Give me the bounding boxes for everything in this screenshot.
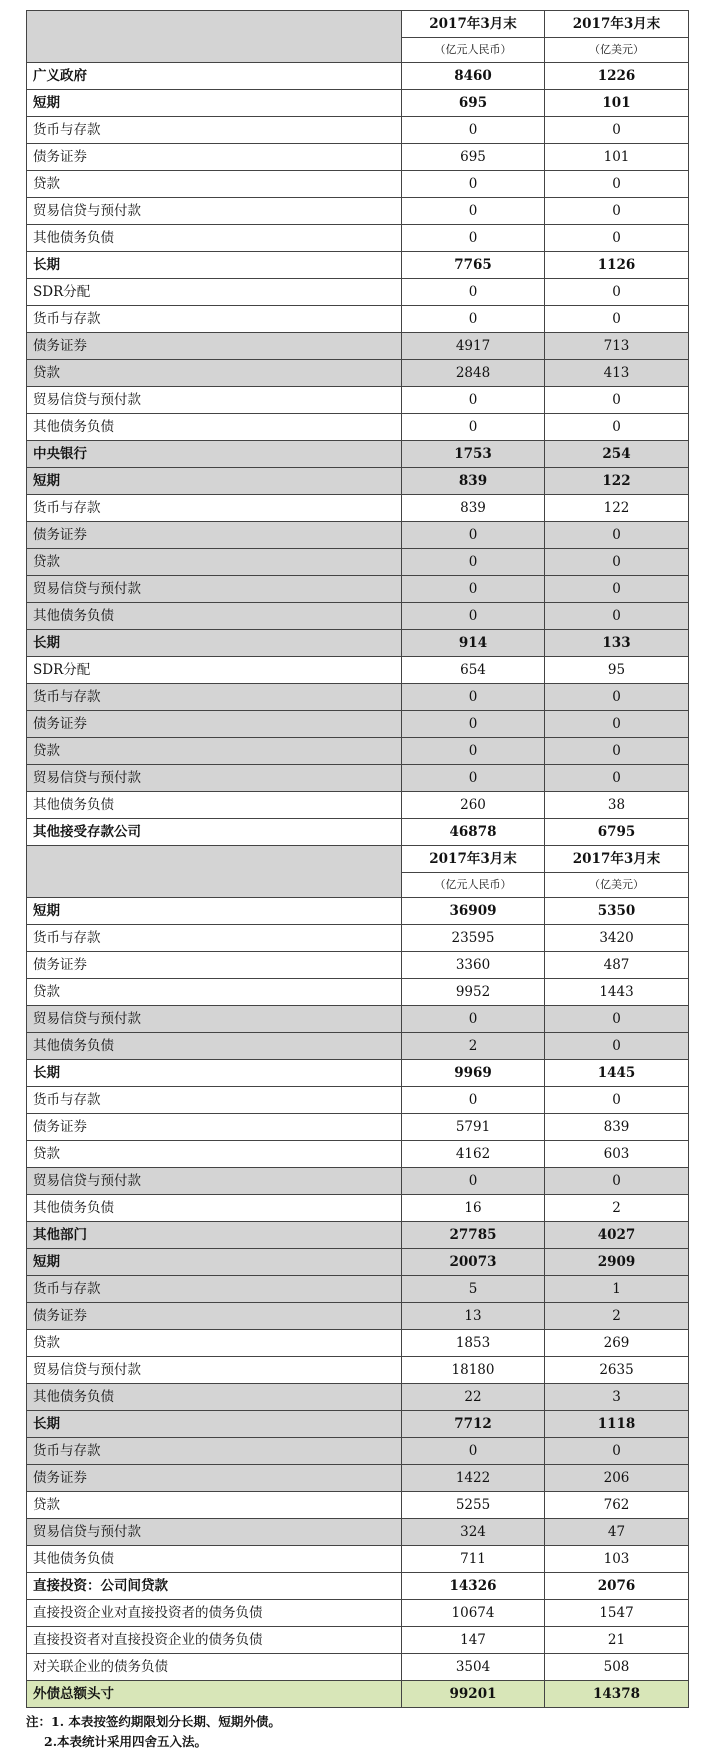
table-row [27, 414, 689, 441]
value-usd: 269 [545, 1330, 689, 1357]
value-rmb: 16 [402, 1195, 545, 1222]
value-rmb: 654 [402, 657, 545, 684]
note-line-2: 2.本表统计采用四舍五入法。 [44, 1734, 208, 1749]
value-rmb: 13 [402, 1303, 545, 1330]
value-usd: 0 [545, 1006, 689, 1033]
value-rmb: 0 [402, 1006, 545, 1033]
value-usd: 0 [545, 1438, 689, 1465]
table-row [27, 1006, 689, 1033]
row-label: 其他债务负债 [27, 1195, 402, 1222]
table-row [27, 198, 689, 225]
value-rmb: 695 [402, 144, 545, 171]
table-row [27, 1519, 689, 1546]
value-usd: 0 [545, 171, 689, 198]
value-usd: 713 [545, 333, 689, 360]
table-row [27, 1249, 689, 1276]
value-usd: 254 [545, 441, 689, 468]
value-usd: 0 [545, 279, 689, 306]
value-usd: 2 [545, 1303, 689, 1330]
table-row [27, 495, 689, 522]
value-usd: 0 [545, 549, 689, 576]
value-usd: 101 [545, 90, 689, 117]
table-row [27, 765, 689, 792]
value-rmb: 20073 [402, 1249, 545, 1276]
row-label: 债务证券 [27, 1465, 402, 1492]
value-rmb: 36909 [402, 898, 545, 925]
table-row [27, 603, 689, 630]
value-usd: 508 [545, 1654, 689, 1681]
row-label: 货币与存款 [27, 117, 402, 144]
row-label: 外债总额头寸 [27, 1681, 402, 1708]
table-row [27, 630, 689, 657]
row-label: 贷款 [27, 360, 402, 387]
row-label: 债务证券 [27, 144, 402, 171]
table-row [27, 252, 689, 279]
row-label: 货币与存款 [27, 1087, 402, 1114]
header-usd: 2017年3月末 [545, 11, 689, 38]
row-label: 广义政府 [27, 63, 402, 90]
table-row [27, 979, 689, 1006]
value-usd: 0 [545, 765, 689, 792]
row-label: 债务证券 [27, 952, 402, 979]
row-label: 直接投资企业对直接投资者的债务负债 [27, 1600, 402, 1627]
value-rmb: 7712 [402, 1411, 545, 1438]
value-usd: 47 [545, 1519, 689, 1546]
value-usd: 14378 [545, 1681, 689, 1708]
value-usd: 38 [545, 792, 689, 819]
table-row [27, 684, 689, 711]
value-rmb: 99201 [402, 1681, 545, 1708]
value-usd: 487 [545, 952, 689, 979]
row-label: 债务证券 [27, 1303, 402, 1330]
table-row [27, 1141, 689, 1168]
header-row [27, 846, 689, 873]
value-rmb: 0 [402, 738, 545, 765]
row-label: 贷款 [27, 1492, 402, 1519]
value-rmb: 2 [402, 1033, 545, 1060]
table-row [27, 1384, 689, 1411]
external-debt-table [26, 10, 689, 1708]
value-rmb: 1853 [402, 1330, 545, 1357]
row-label: 对关联企业的债务负债 [27, 1654, 402, 1681]
table-row [27, 441, 689, 468]
value-rmb: 0 [402, 117, 545, 144]
value-usd: 0 [545, 198, 689, 225]
row-label: 债务证券 [27, 1114, 402, 1141]
table-row [27, 90, 689, 117]
table-row [27, 1195, 689, 1222]
table-row [27, 1492, 689, 1519]
value-rmb: 7765 [402, 252, 545, 279]
table-row [27, 1600, 689, 1627]
row-label: 其他债务负债 [27, 603, 402, 630]
value-usd: 2076 [545, 1573, 689, 1600]
row-label: 其他债务负债 [27, 1546, 402, 1573]
table-row [27, 711, 689, 738]
value-rmb: 4917 [402, 333, 545, 360]
table-row [27, 898, 689, 925]
table-row [27, 1573, 689, 1600]
table-row [27, 225, 689, 252]
value-usd: 206 [545, 1465, 689, 1492]
value-rmb: 23595 [402, 925, 545, 952]
row-label: 长期 [27, 1060, 402, 1087]
table-row [27, 792, 689, 819]
value-rmb: 22 [402, 1384, 545, 1411]
value-usd: 0 [545, 1087, 689, 1114]
value-usd: 21 [545, 1627, 689, 1654]
row-label: 贷款 [27, 549, 402, 576]
value-usd: 95 [545, 657, 689, 684]
row-label: 货币与存款 [27, 306, 402, 333]
row-label: 债务证券 [27, 333, 402, 360]
value-rmb: 695 [402, 90, 545, 117]
row-label: 其他债务负债 [27, 1033, 402, 1060]
header-rmb: 2017年3月末 [402, 846, 545, 873]
row-label: 直接投资者对直接投资企业的债务负债 [27, 1627, 402, 1654]
row-label: 其他债务负债 [27, 414, 402, 441]
table-row [27, 360, 689, 387]
value-rmb: 0 [402, 765, 545, 792]
value-usd: 0 [545, 225, 689, 252]
value-usd: 0 [545, 117, 689, 144]
row-label: 贷款 [27, 171, 402, 198]
value-rmb: 0 [402, 306, 545, 333]
row-label: 货币与存款 [27, 495, 402, 522]
row-label: 长期 [27, 252, 402, 279]
value-rmb: 0 [402, 279, 545, 306]
unit-usd: （亿美元） [545, 38, 689, 63]
row-label: 贸易信贷与预付款 [27, 1168, 402, 1195]
row-label: 短期 [27, 468, 402, 495]
value-rmb: 5791 [402, 1114, 545, 1141]
value-rmb: 0 [402, 1087, 545, 1114]
value-rmb: 0 [402, 603, 545, 630]
table-row [27, 1114, 689, 1141]
value-usd: 1445 [545, 1060, 689, 1087]
row-label: 债务证券 [27, 522, 402, 549]
debt-table-container [26, 10, 688, 1752]
header-row [27, 11, 689, 38]
value-rmb: 14326 [402, 1573, 545, 1600]
table-row [27, 387, 689, 414]
value-usd: 0 [545, 603, 689, 630]
value-usd: 2 [545, 1195, 689, 1222]
value-rmb: 4162 [402, 1141, 545, 1168]
table-row [27, 819, 689, 846]
table-row [27, 144, 689, 171]
value-usd: 2909 [545, 1249, 689, 1276]
value-rmb: 0 [402, 225, 545, 252]
value-usd: 0 [545, 576, 689, 603]
value-usd: 1126 [545, 252, 689, 279]
unit-rmb: （亿元人民币） [402, 873, 545, 898]
row-label: 贷款 [27, 1141, 402, 1168]
value-rmb: 3360 [402, 952, 545, 979]
value-usd: 4027 [545, 1222, 689, 1249]
row-label: 货币与存款 [27, 1438, 402, 1465]
value-rmb: 9952 [402, 979, 545, 1006]
value-rmb: 3504 [402, 1654, 545, 1681]
value-usd: 1226 [545, 63, 689, 90]
table-row [27, 1465, 689, 1492]
table-row [27, 1060, 689, 1087]
value-rmb: 46878 [402, 819, 545, 846]
table-row [27, 952, 689, 979]
value-usd: 3 [545, 1384, 689, 1411]
row-label: 贷款 [27, 738, 402, 765]
table-row [27, 1411, 689, 1438]
row-label: 短期 [27, 1249, 402, 1276]
value-rmb: 914 [402, 630, 545, 657]
table-row [27, 1087, 689, 1114]
value-usd: 5350 [545, 898, 689, 925]
table-row [27, 1357, 689, 1384]
value-rmb: 839 [402, 468, 545, 495]
value-usd: 0 [545, 306, 689, 333]
row-label: 贸易信贷与预付款 [27, 1357, 402, 1384]
value-usd: 101 [545, 144, 689, 171]
row-label: 贷款 [27, 1330, 402, 1357]
value-rmb: 0 [402, 1168, 545, 1195]
table-row [27, 117, 689, 144]
table-row [27, 925, 689, 952]
row-label: 中央银行 [27, 441, 402, 468]
value-usd: 2635 [545, 1357, 689, 1384]
value-rmb: 9969 [402, 1060, 545, 1087]
value-usd: 0 [545, 1033, 689, 1060]
table-row [27, 1222, 689, 1249]
table-row [27, 549, 689, 576]
value-usd: 0 [545, 738, 689, 765]
value-rmb: 27785 [402, 1222, 545, 1249]
value-rmb: 5255 [402, 1492, 545, 1519]
value-usd: 0 [545, 414, 689, 441]
value-rmb: 324 [402, 1519, 545, 1546]
row-label: 其他债务负债 [27, 792, 402, 819]
row-label: 贷款 [27, 979, 402, 1006]
value-usd: 103 [545, 1546, 689, 1573]
row-label: 直接投资：公司间贷款 [27, 1573, 402, 1600]
table-row [27, 657, 689, 684]
table-row [27, 63, 689, 90]
row-label: 贸易信贷与预付款 [27, 387, 402, 414]
table-row [27, 1033, 689, 1060]
table-row [27, 1330, 689, 1357]
row-label: 其他债务负债 [27, 1384, 402, 1411]
table-row [27, 576, 689, 603]
table-row [27, 1654, 689, 1681]
value-usd: 413 [545, 360, 689, 387]
value-rmb: 2848 [402, 360, 545, 387]
table-row [27, 279, 689, 306]
value-rmb: 1422 [402, 1465, 545, 1492]
row-label: 其他部门 [27, 1222, 402, 1249]
table-row [27, 738, 689, 765]
value-rmb: 260 [402, 792, 545, 819]
value-rmb: 0 [402, 1438, 545, 1465]
value-usd: 0 [545, 684, 689, 711]
value-usd: 122 [545, 495, 689, 522]
row-label: 短期 [27, 90, 402, 117]
value-rmb: 0 [402, 171, 545, 198]
row-label: 贸易信贷与预付款 [27, 198, 402, 225]
table-row [27, 1438, 689, 1465]
value-rmb: 0 [402, 576, 545, 603]
row-label: 货币与存款 [27, 684, 402, 711]
value-usd: 1 [545, 1276, 689, 1303]
value-usd: 3420 [545, 925, 689, 952]
row-label: 其他接受存款公司 [27, 819, 402, 846]
total-row [27, 1681, 689, 1708]
value-usd: 0 [545, 1168, 689, 1195]
value-rmb: 0 [402, 549, 545, 576]
value-rmb: 5 [402, 1276, 545, 1303]
row-label: SDR分配 [27, 657, 402, 684]
value-rmb: 8460 [402, 63, 545, 90]
table-row [27, 1303, 689, 1330]
value-rmb: 711 [402, 1546, 545, 1573]
table-row [27, 468, 689, 495]
value-usd: 0 [545, 711, 689, 738]
note-line-1: 注：1. 本表按签约期限划分长期、短期外债。 [26, 1714, 281, 1729]
table-row [27, 333, 689, 360]
row-label: 货币与存款 [27, 1276, 402, 1303]
row-label: 债务证券 [27, 711, 402, 738]
row-label: 长期 [27, 630, 402, 657]
table-row [27, 306, 689, 333]
header-usd: 2017年3月末 [545, 846, 689, 873]
value-rmb: 0 [402, 684, 545, 711]
value-usd: 1547 [545, 1600, 689, 1627]
row-label: 短期 [27, 898, 402, 925]
header-blank-cell [27, 11, 402, 63]
value-rmb: 147 [402, 1627, 545, 1654]
value-usd: 0 [545, 522, 689, 549]
value-rmb: 10674 [402, 1600, 545, 1627]
value-usd: 603 [545, 1141, 689, 1168]
unit-rmb: （亿元人民币） [402, 38, 545, 63]
value-rmb: 0 [402, 387, 545, 414]
table-row [27, 171, 689, 198]
table-row [27, 1627, 689, 1654]
value-usd: 839 [545, 1114, 689, 1141]
value-usd: 1118 [545, 1411, 689, 1438]
header-rmb: 2017年3月末 [402, 11, 545, 38]
table-row [27, 1276, 689, 1303]
value-rmb: 839 [402, 495, 545, 522]
value-usd: 133 [545, 630, 689, 657]
value-rmb: 0 [402, 711, 545, 738]
value-rmb: 0 [402, 198, 545, 225]
row-label: 贸易信贷与预付款 [27, 765, 402, 792]
table-row [27, 1168, 689, 1195]
value-rmb: 18180 [402, 1357, 545, 1384]
row-label: 长期 [27, 1411, 402, 1438]
header-blank-cell [27, 846, 402, 898]
row-label: 货币与存款 [27, 925, 402, 952]
value-usd: 762 [545, 1492, 689, 1519]
table-row [27, 522, 689, 549]
row-label: 贸易信贷与预付款 [27, 1006, 402, 1033]
row-label: 其他债务负债 [27, 225, 402, 252]
value-usd: 6795 [545, 819, 689, 846]
row-label: SDR分配 [27, 279, 402, 306]
value-rmb: 0 [402, 522, 545, 549]
table-notes [26, 1712, 688, 1752]
value-usd: 1443 [545, 979, 689, 1006]
value-rmb: 0 [402, 414, 545, 441]
row-label: 贸易信贷与预付款 [27, 1519, 402, 1546]
row-label: 贸易信贷与预付款 [27, 576, 402, 603]
value-usd: 122 [545, 468, 689, 495]
value-rmb: 1753 [402, 441, 545, 468]
value-usd: 0 [545, 387, 689, 414]
table-row [27, 1546, 689, 1573]
unit-usd: （亿美元） [545, 873, 689, 898]
